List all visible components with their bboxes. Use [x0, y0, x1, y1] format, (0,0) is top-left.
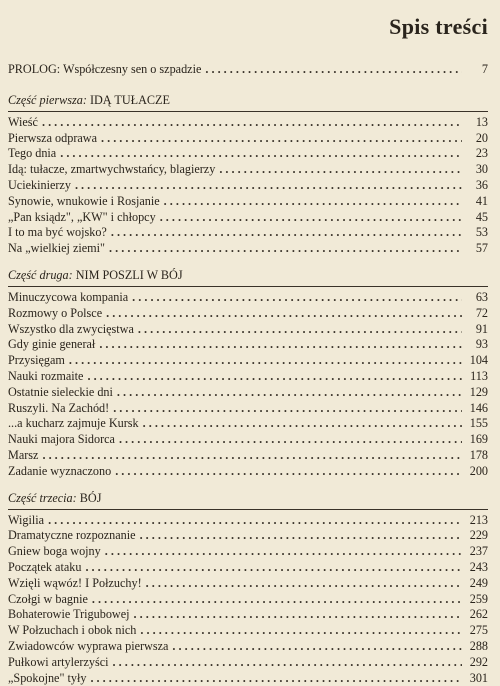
part-label: Część druga: [8, 268, 73, 282]
dot-leader [87, 369, 462, 385]
entry-page: 57 [466, 241, 488, 257]
entry-page: 104 [466, 353, 488, 369]
entry-title: „Pan ksiądz", „KW" i chłopcy [8, 210, 156, 226]
entry-page: 113 [466, 369, 488, 385]
dot-leader [117, 385, 462, 401]
entry-title: Bohaterowie Trigubowej [8, 607, 130, 623]
entry-page: 45 [466, 210, 488, 226]
entry-title: Zadanie wyznaczono [8, 464, 111, 480]
entry-title: Nauki rozmaite [8, 369, 83, 385]
entry-title: Przysięgam [8, 353, 65, 369]
entry-page: 7 [466, 62, 488, 78]
entry-page: 93 [466, 337, 488, 353]
entry-page: 292 [466, 655, 488, 671]
toc-entry [8, 322, 488, 338]
entry-page: 63 [466, 290, 488, 306]
toc-entry [8, 528, 488, 544]
dot-leader [172, 639, 462, 655]
entry-title: Uciekinierzy [8, 178, 71, 194]
entry-page: 155 [466, 416, 488, 432]
entry-page: 36 [466, 178, 488, 194]
toc-entry-prolog [8, 62, 488, 78]
toc-entry [8, 607, 488, 623]
dot-leader [146, 576, 462, 592]
toc-entry [8, 544, 488, 560]
toc-entry [8, 401, 488, 417]
part-label: Część pierwsza: [8, 93, 87, 107]
dot-leader [111, 225, 462, 241]
dot-leader [164, 194, 462, 210]
part-label: Część trzecia: [8, 491, 77, 505]
entry-title: Wzięli wąwóz! I Połzuchy! [8, 576, 142, 592]
dot-leader [138, 322, 462, 338]
dot-leader [42, 448, 462, 464]
entry-title: „Spokojne" tyły [8, 671, 86, 686]
entry-page: 249 [466, 576, 488, 592]
toc-entry [8, 306, 488, 322]
toc-entry [8, 194, 488, 210]
entry-title: Zwiadowców wyprawa pierwsza [8, 639, 168, 655]
toc-entry [8, 416, 488, 432]
entry-title: Dramatyczne rozpoznanie [8, 528, 136, 544]
entry-title: Marsz [8, 448, 38, 464]
toc-entry [8, 115, 488, 131]
entry-page: 301 [466, 671, 488, 686]
toc-entry [8, 290, 488, 306]
entry-title: Pułkowi artylerzyści [8, 655, 109, 671]
entry-page: 20 [466, 131, 488, 147]
entry-page: 229 [466, 528, 488, 544]
dot-leader [205, 62, 462, 78]
dot-leader [113, 655, 462, 671]
part-heading [8, 490, 488, 506]
toc-entry [8, 146, 488, 162]
toc-entry [8, 178, 488, 194]
dot-leader [85, 560, 462, 576]
entry-title: Początek ataku [8, 560, 81, 576]
entry-page: 262 [466, 607, 488, 623]
entry-page: 91 [466, 322, 488, 338]
entry-page: 129 [466, 385, 488, 401]
dot-leader [219, 162, 462, 178]
toc-entry [8, 671, 488, 686]
toc-entry [8, 623, 488, 639]
toc-entry [8, 210, 488, 226]
entry-page: 213 [466, 513, 488, 529]
entry-title: Rozmowy o Polsce [8, 306, 102, 322]
part-heading [8, 267, 488, 283]
dot-leader [106, 306, 462, 322]
entry-page: 288 [466, 639, 488, 655]
entry-page: 146 [466, 401, 488, 417]
toc-entry [8, 592, 488, 608]
dot-leader [143, 416, 462, 432]
dot-leader [105, 544, 462, 560]
toc-entry [8, 241, 488, 257]
dot-leader [132, 290, 462, 306]
entry-title: W Połzuchach i obok nich [8, 623, 136, 639]
toc-entry [8, 560, 488, 576]
toc-parts [8, 92, 488, 686]
dot-leader [69, 353, 462, 369]
toc-entry [8, 353, 488, 369]
entry-page: 41 [466, 194, 488, 210]
entry-title: Gdy ginie generał [8, 337, 95, 353]
dot-leader [48, 513, 462, 529]
dot-leader [75, 178, 462, 194]
entry-page: 23 [466, 146, 488, 162]
dot-leader [140, 528, 462, 544]
entry-page: 200 [466, 464, 488, 480]
toc-entry [8, 131, 488, 147]
toc-entry [8, 432, 488, 448]
dot-leader [115, 464, 462, 480]
part-name: IDĄ TUŁACZE [90, 93, 170, 107]
part-rule [8, 111, 488, 112]
entry-page: 169 [466, 432, 488, 448]
entry-title: ...a kucharz zajmuje Kursk [8, 416, 139, 432]
dot-leader [101, 131, 462, 147]
entry-title: Ruszyli. Na Zachód! [8, 401, 109, 417]
entry-page: 275 [466, 623, 488, 639]
entry-page: 53 [466, 225, 488, 241]
toc-entry [8, 385, 488, 401]
toc-entry [8, 369, 488, 385]
dot-leader [134, 607, 462, 623]
dot-leader [60, 146, 462, 162]
dot-leader [119, 432, 462, 448]
entry-title: Tego dnia [8, 146, 56, 162]
entry-title: PROLOG: Współczesny sen o szpadzie [8, 62, 201, 78]
entry-page: 178 [466, 448, 488, 464]
entry-page: 13 [466, 115, 488, 131]
toc-entry [8, 513, 488, 529]
entry-page: 237 [466, 544, 488, 560]
entry-title: Gniew boga wojny [8, 544, 101, 560]
part-name: BÓJ [80, 491, 102, 505]
dot-leader [99, 337, 462, 353]
entry-title: Nauki majora Sidorca [8, 432, 115, 448]
toc-entry [8, 655, 488, 671]
part-rule [8, 286, 488, 287]
entry-title: Wigilia [8, 513, 44, 529]
dot-leader [92, 592, 462, 608]
entry-title: Na „wielkiej ziemi" [8, 241, 105, 257]
entry-title: Wszystko dla zwycięstwa [8, 322, 134, 338]
entry-page: 72 [466, 306, 488, 322]
toc-entry [8, 576, 488, 592]
dot-leader [140, 623, 462, 639]
part-heading [8, 92, 488, 108]
toc-entry [8, 464, 488, 480]
entry-title: Synowie, wnukowie i Rosjanie [8, 194, 160, 210]
dot-leader [90, 671, 462, 686]
entry-title: Ostatnie sieleckie dni [8, 385, 113, 401]
toc-entry [8, 162, 488, 178]
toc-entry [8, 639, 488, 655]
dot-leader [42, 115, 462, 131]
entry-title: Pierwsza odprawa [8, 131, 97, 147]
entry-title: Czołgi w bagnie [8, 592, 88, 608]
toc-entry [8, 225, 488, 241]
entry-title: Idą: tułacze, zmartwychwstańcy, blagierzy [8, 162, 215, 178]
dot-leader [160, 210, 462, 226]
part-name: NIM POSZLI W BÓJ [76, 268, 183, 282]
entry-page: 243 [466, 560, 488, 576]
entry-title: Minuczycowa kompania [8, 290, 128, 306]
toc-entry [8, 337, 488, 353]
entry-title: Wieść [8, 115, 38, 131]
dot-leader [113, 401, 462, 417]
entry-page: 30 [466, 162, 488, 178]
page-title: Spis treści [389, 14, 488, 40]
dot-leader [109, 241, 462, 257]
toc-entry [8, 448, 488, 464]
table-of-contents [8, 62, 488, 686]
entry-title: I to ma być wojsko? [8, 225, 107, 241]
entry-page: 259 [466, 592, 488, 608]
part-rule [8, 509, 488, 510]
